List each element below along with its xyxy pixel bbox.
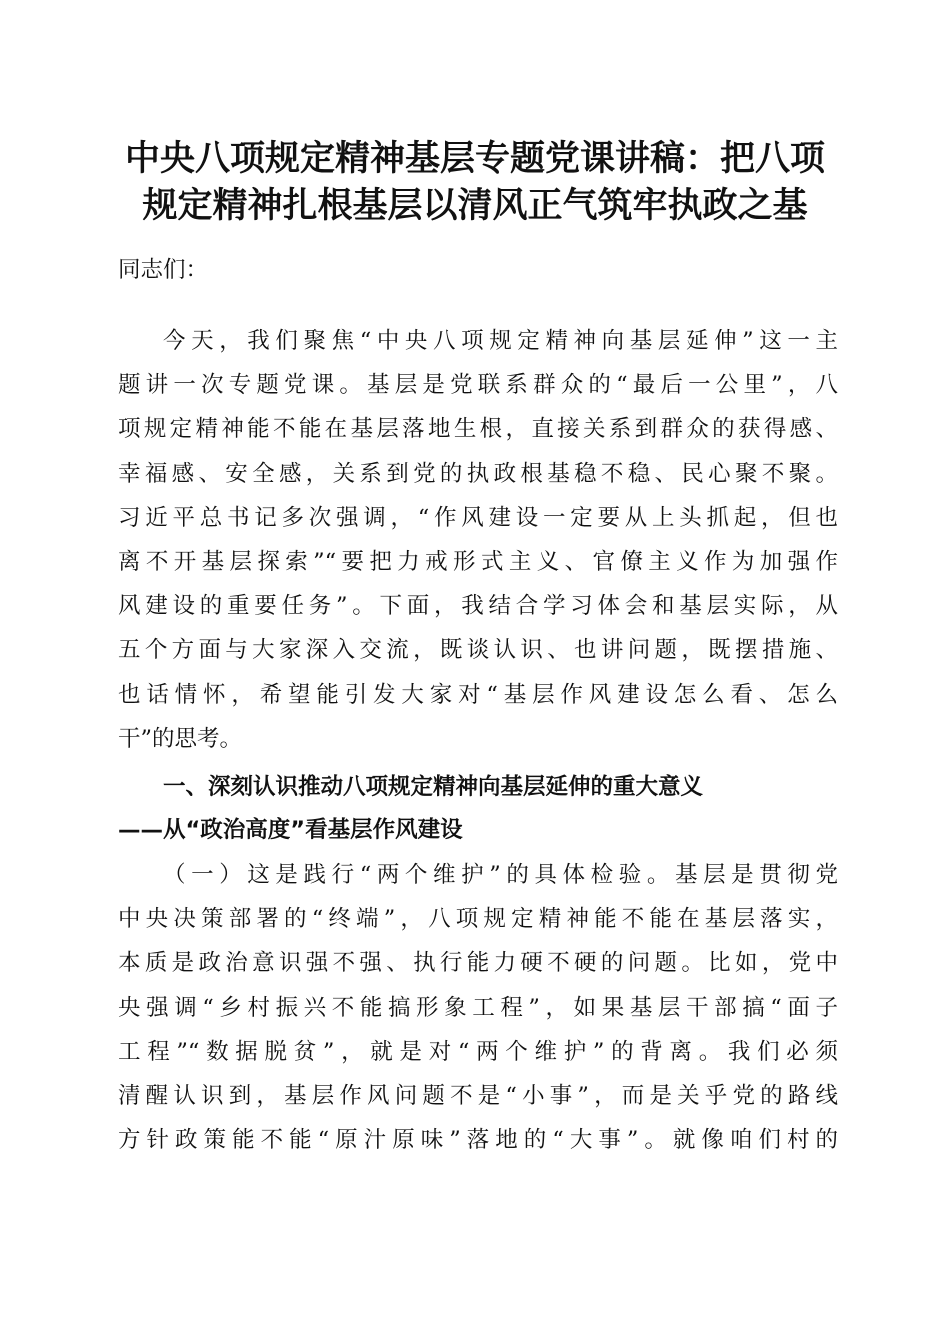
intro-line: 项规定精神能不能在基层落地生根，直接关系到群众的获得感、 bbox=[118, 416, 838, 443]
intro-line: 题讲一次专题党课。基层是党联系群众的“最后一公里”，八 bbox=[118, 372, 838, 399]
document-title-line-2: 规定精神扎根基层以清风正气筑牢执政之基 bbox=[142, 185, 808, 226]
intro-line: 习近平总书记多次强调，“作风建设一定要从上头抓起，但也 bbox=[118, 504, 838, 531]
intro-line: 五个方面与大家深入交流，既谈认识、也讲问题，既摆措施、 bbox=[118, 637, 838, 664]
section-1-heading bbox=[118, 766, 838, 852]
section-1-line: 央强调“乡村振兴不能搞形象工程”，如果基层干部搞“面子 bbox=[118, 994, 838, 1021]
section-1-line: 本质是政治意识强不强、执行能力硬不硬的问题。比如，党中 bbox=[118, 950, 838, 977]
section-1-line: 工程”“数据脱贫”，就是对“两个维护”的背离。我们必须 bbox=[118, 1038, 838, 1065]
intro-line: 也话情怀，希望能引发大家对“基层作风建设怎么看、怎么 bbox=[118, 681, 838, 708]
section-1-paragraph bbox=[118, 853, 838, 1162]
intro-paragraph bbox=[118, 319, 838, 761]
section-1-heading-line: 一、深刻认识推动八项规定精神向基层延伸的重大意义 bbox=[163, 774, 704, 800]
intro-line: 今天，我们聚焦“中央八项规定精神向基层延伸”这一主 bbox=[163, 328, 838, 354]
intro-line: 风建设的重要任务”。下面，我结合学习体会和基层实际，从 bbox=[118, 593, 838, 620]
section-1-line: 中央决策部署的“终端”，八项规定精神能不能在基层落实， bbox=[118, 906, 838, 933]
document-title-line-1: 中央八项规定精神基层专题党课讲稿：把八项 bbox=[124, 138, 825, 179]
intro-line: 离不开基层探索”“要把力戒形式主义、官僚主义作为加强作 bbox=[118, 548, 838, 575]
section-1-line: 方针政策能不能“原汁原味”落地的“大事”。就像咱们村的 bbox=[118, 1127, 838, 1154]
section-1-line: （一）这是践行“两个维护”的具体检验。基层是贯彻党 bbox=[163, 862, 838, 888]
intro-line: 幸福感、安全感，关系到党的执政根基稳不稳、民心聚不聚。 bbox=[118, 460, 838, 487]
salutation: 同志们： bbox=[118, 257, 209, 283]
section-1-line: 清醒认识到，基层作风问题不是“小事”，而是关乎党的路线 bbox=[118, 1082, 838, 1109]
section-1-heading-line: ——从“政治高度”看基层作风建设 bbox=[118, 817, 463, 843]
intro-line: 干”的思考。 bbox=[118, 725, 243, 752]
